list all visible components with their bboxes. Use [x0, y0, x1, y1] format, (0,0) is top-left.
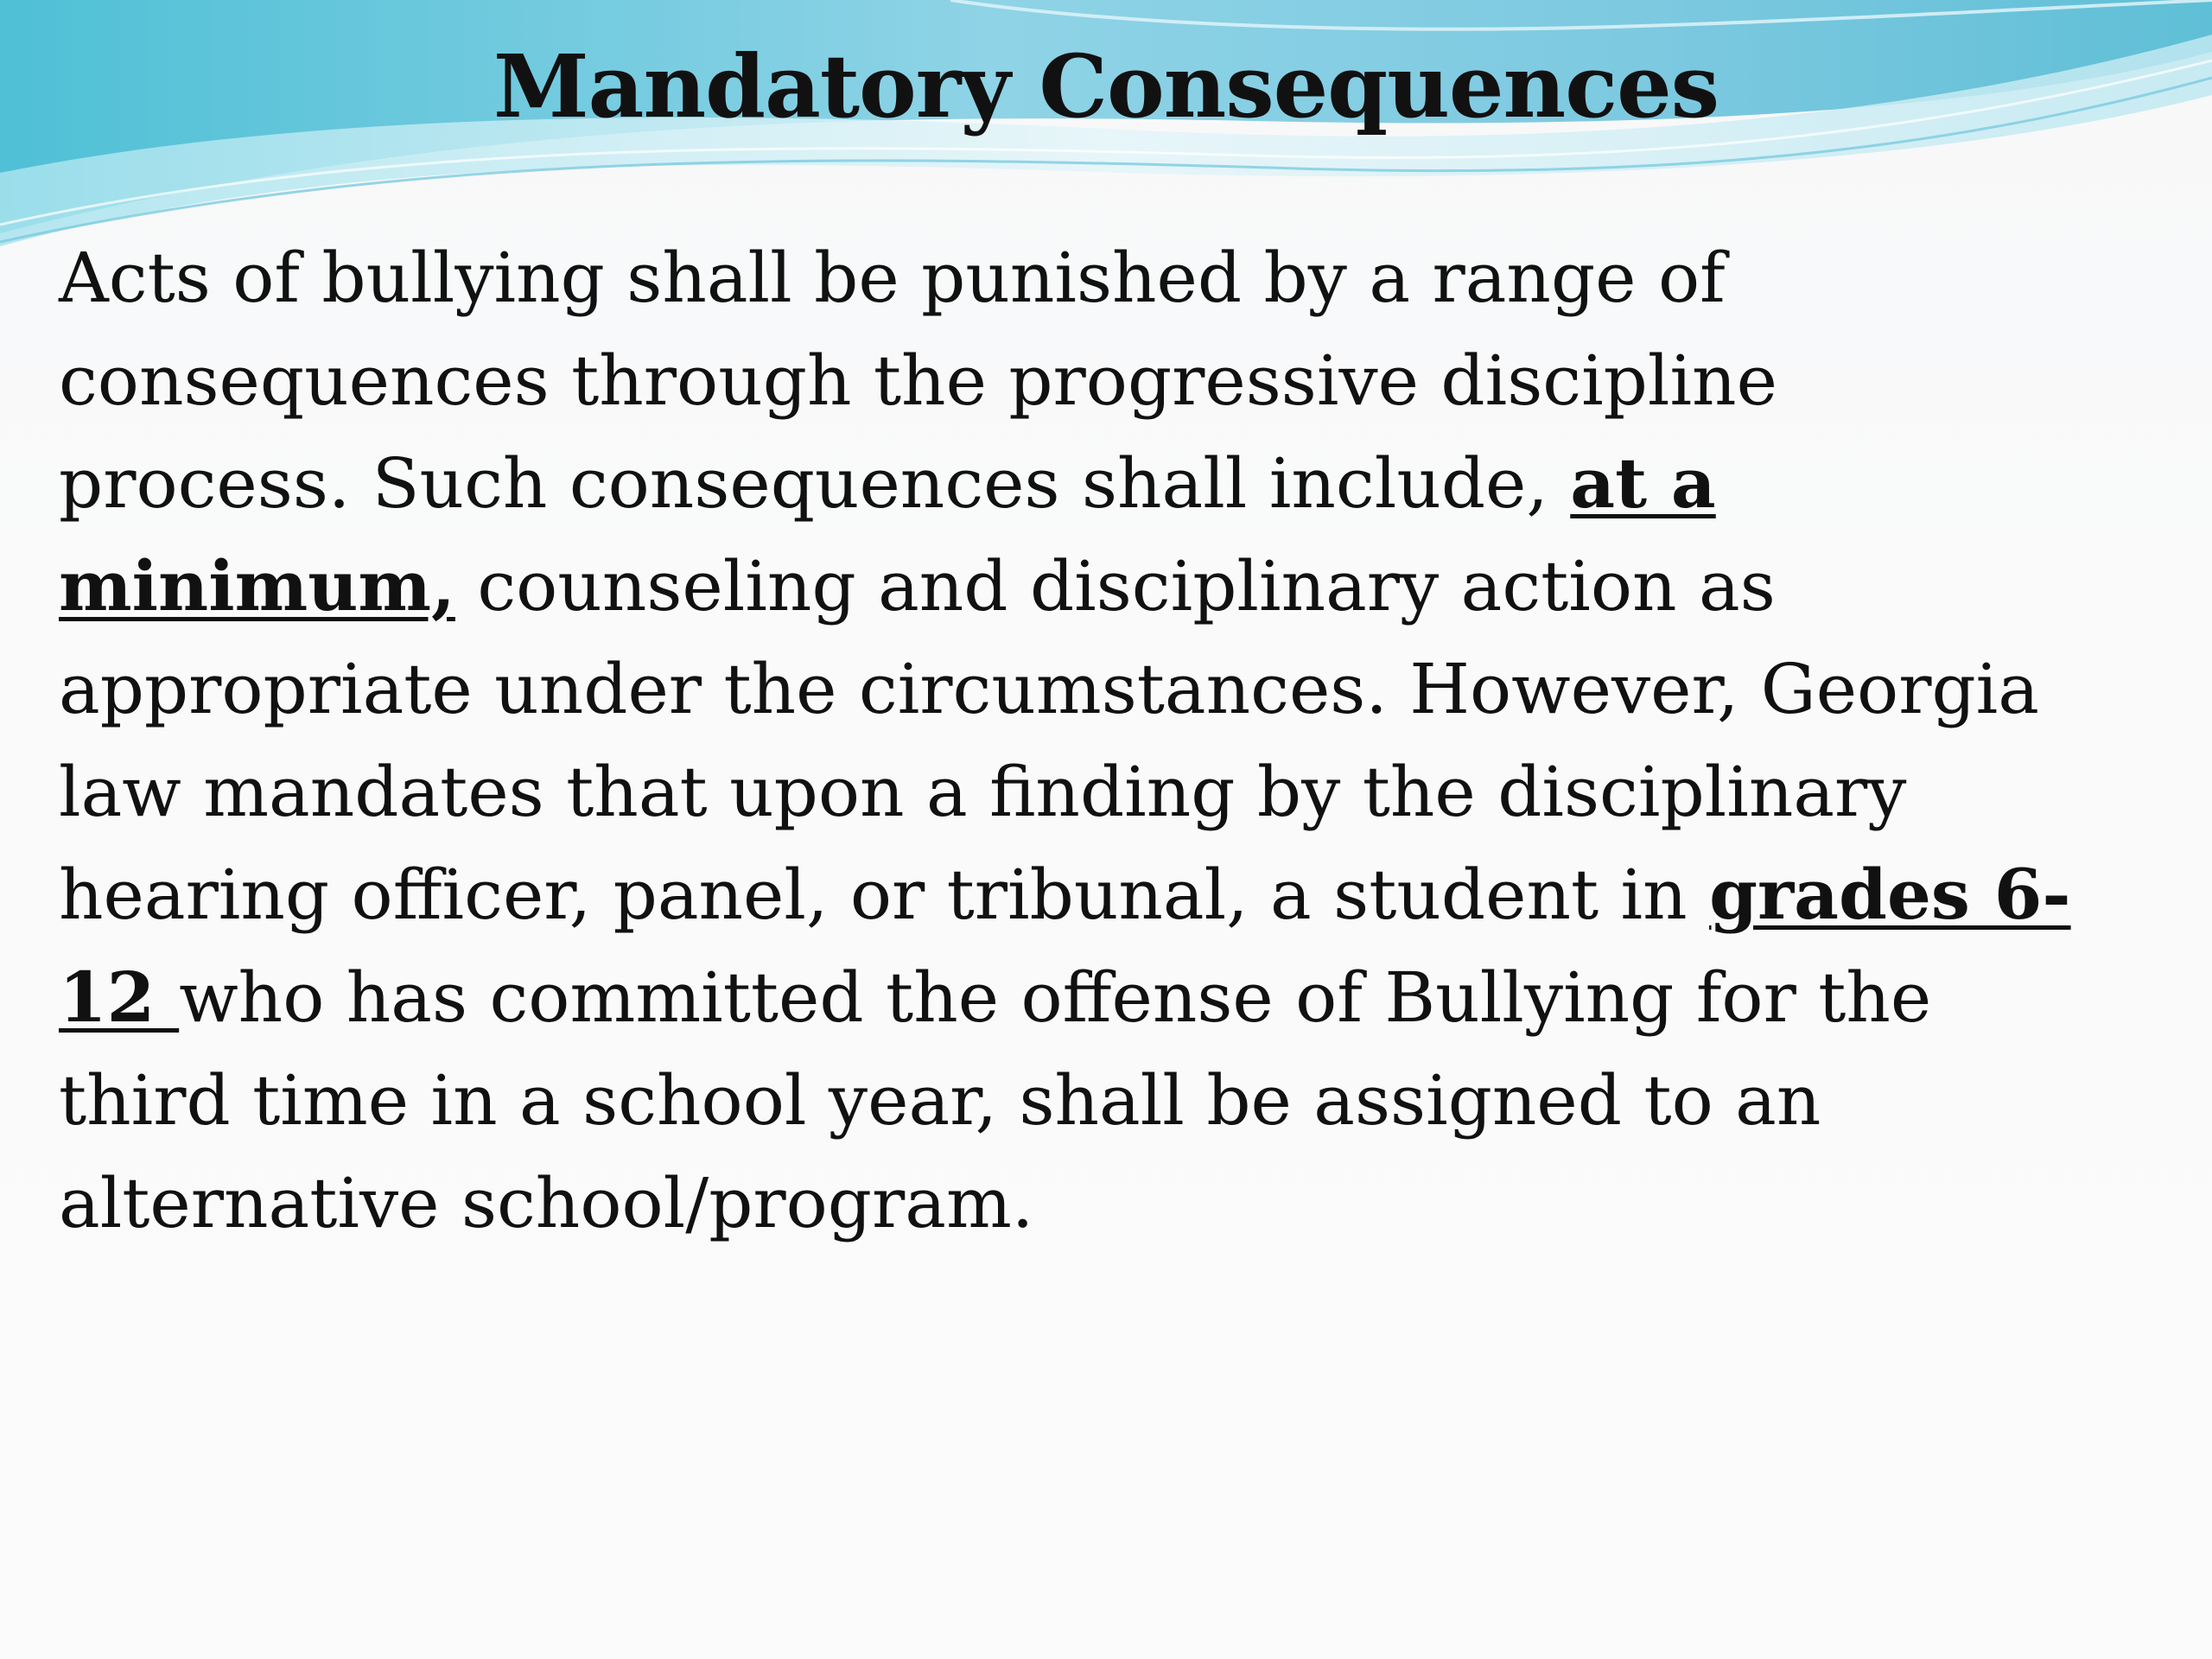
body-line-7-text: hearing officer, panel, or tribunal, a student in [59, 855, 1710, 935]
body-line-1: Acts of bullying shall be punished by a range of [59, 238, 1726, 318]
slide-title: Mandatory Consequences [493, 35, 1719, 137]
body-line-6: law mandates that upon a finding by the disciplinary [59, 752, 1907, 832]
body-line-2: consequences through the progressive discipline [59, 340, 1777, 421]
body-line-9: third time in a school year, shall be assigned to an [59, 1060, 1821, 1141]
body-line-3-text: process. Such consequences shall include, [59, 443, 1571, 524]
emphasis-12: 12 [59, 957, 180, 1038]
body-line-5: appropriate under the circumstances. However, Georgia [59, 649, 2039, 729]
emphasis-at-a: at a [1570, 442, 1716, 524]
emphasis-minimum: minimum, [59, 545, 455, 626]
emphasis-grades-6: grades 6- [1709, 854, 2071, 935]
body-line-8 [59, 946, 2167, 1049]
body-line-3 [59, 432, 2167, 535]
body-paragraph [59, 226, 2167, 1255]
body-line-7 [59, 843, 2167, 946]
body-line-8-text: who has committed the offense of Bullying for the [179, 957, 1932, 1038]
body-line-4 [59, 535, 2167, 638]
body-line-10: alternative school/program. [59, 1163, 1034, 1243]
body-line-4-text: counseling and disciplinary action as [454, 546, 1776, 626]
